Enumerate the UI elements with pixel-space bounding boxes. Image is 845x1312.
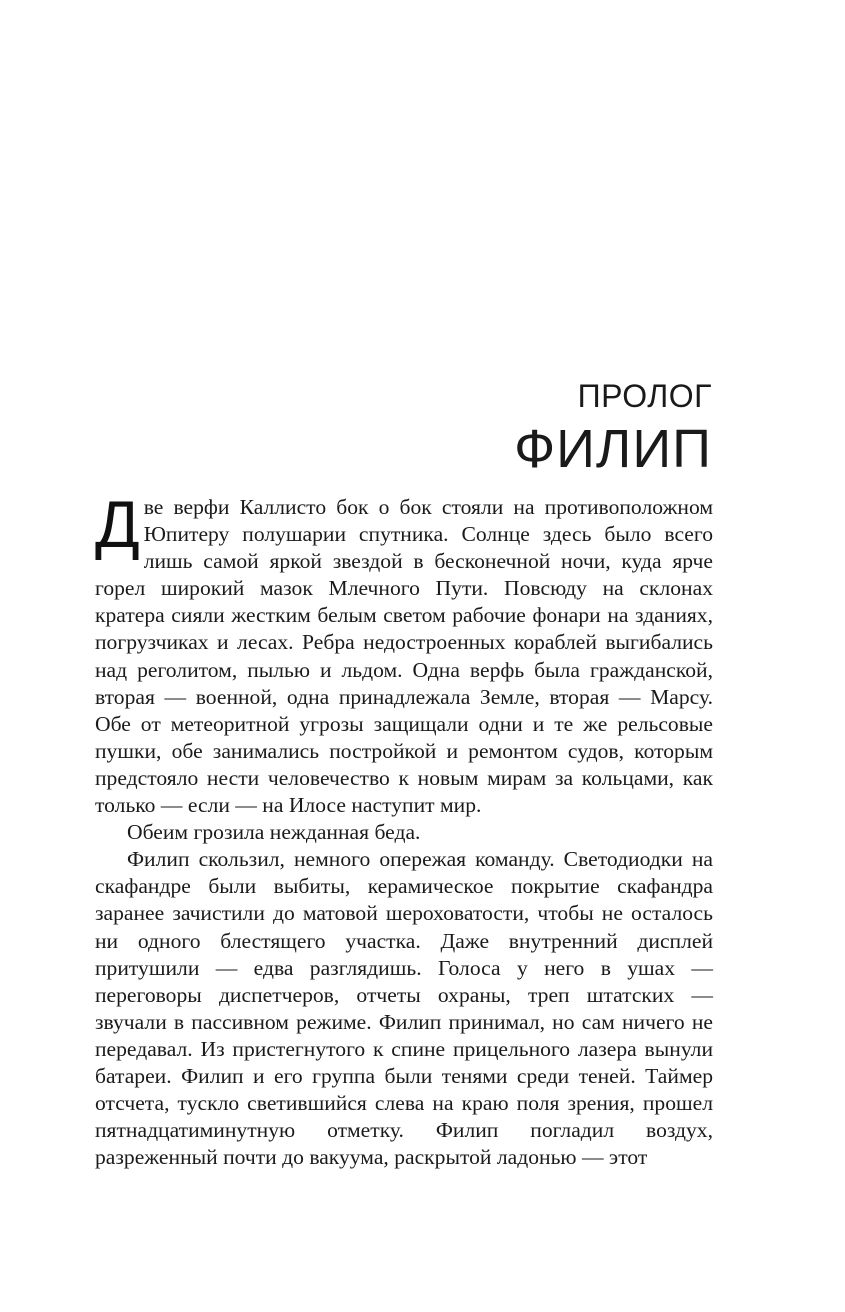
paragraph-2: Обеим грозила нежданная беда.	[127, 820, 421, 845]
paragraph-1	[95, 487, 713, 819]
chapter-header	[514, 376, 712, 480]
chapter-label: ПРОЛОГ	[577, 378, 712, 414]
paragraph-3: Филип скользил, немного опережая команду. Светодиодки на скафандре были выбиты, керамическое покрытие скафандра заранее зачистили до матовой шероховатости, чтобы не осталось ни одного блестящего участка. Даже внутренний дисплей притушили — едва разглядишь. Голоса у него в ушах — переговоры диспетчеров, отчеты охраны, треп штатских — звучали в пассивном режиме. Филип принимал, но сам ничего не передавал. Из пристегнутого к спине прицельного лазера вынули батареи. Филип и его группа были тенями среди теней. Таймер отсчета, тускло светившийся слева на краю поля зрения, прошел пятнадцатиминутную отметку. Филип погладил воздух, разреженный почти до вакуума, раскрытой ладонью — этот	[95, 847, 713, 1170]
body-text	[95, 487, 713, 1171]
drop-cap: Д	[95, 487, 140, 561]
chapter-title: ФИЛИП	[514, 419, 712, 479]
paragraph-1-text: ве верфи Каллисто бок о бок стояли на противоположном Юпитеру полушарии спутника. Солнце здесь было всего лишь самой яркой звездой в бесконечной ночи, куда ярче горел широкий мазок Млечного Пути. Повсюду на склонах кратера сияли жестким белым светом рабочие фонари на зданиях, погрузчиках и лесах. Ребра недостроенных кораблей выгибались над реголитом, пылью и льдом. Одна верфь была гражданской, вторая — военной, одна принадлежала Земле, вторая — Марсу. Обе от метеоритной угрозы защищали одни и те же рельсовые пушки, обе занимались постройкой и ремонтом судов, которым предстояло нести человечество к новым мирам за кольцами, как только — если — на Илосе наступит мир.	[95, 495, 713, 818]
